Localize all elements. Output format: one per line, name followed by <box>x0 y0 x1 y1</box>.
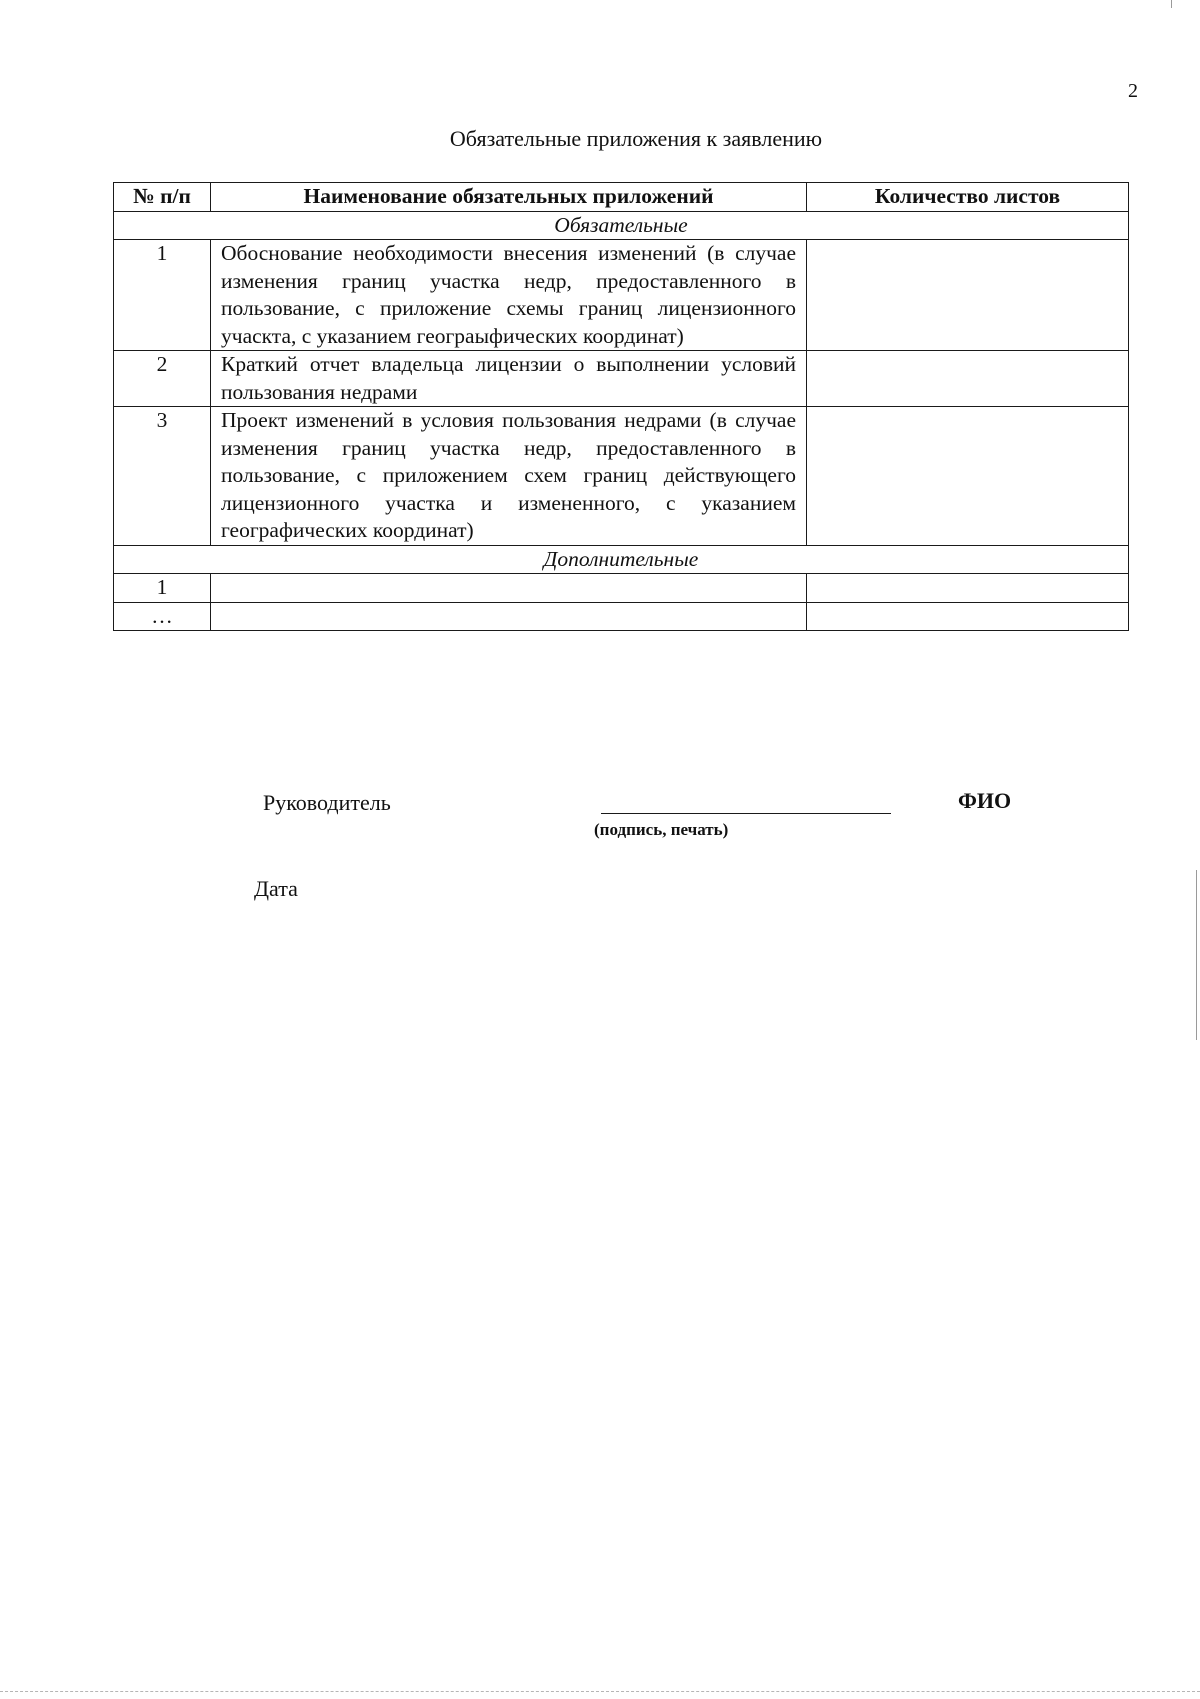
section-label-additional: Дополнительные <box>114 545 1129 574</box>
section-row-additional <box>114 545 1129 574</box>
row-attachment-name: Краткий отчет владельца лицензии о выполнении условий пользования недрами <box>211 351 807 407</box>
row-sheet-count <box>807 602 1129 631</box>
row-sheet-count <box>807 407 1129 546</box>
table-row <box>114 351 1129 407</box>
row-number: 1 <box>114 240 211 351</box>
date-label: Дата <box>254 876 298 901</box>
signatory-role: Руководитель <box>263 790 391 815</box>
page-number: 2 <box>1128 80 1138 102</box>
header-number: № п/п <box>114 183 211 212</box>
row-number: 1 <box>114 574 211 603</box>
scan-edge-mark <box>1196 870 1197 1040</box>
header-sheet-count: Количество листов <box>807 183 1129 212</box>
signatory-fio: ФИО <box>958 788 1012 813</box>
header-attachment-name: Наименование обязательных приложений <box>211 183 807 212</box>
table-header-row <box>114 183 1129 212</box>
row-sheet-count <box>807 240 1129 351</box>
document-title: Обязательные приложения к заявлению <box>449 126 823 151</box>
table-row <box>114 574 1129 603</box>
table-row <box>114 602 1129 631</box>
table-row <box>114 240 1129 351</box>
scan-edge-mark <box>1171 0 1172 8</box>
signature-caption: (подпись, печать) <box>594 820 729 839</box>
row-sheet-count <box>807 574 1129 603</box>
signature-block <box>0 790 1200 910</box>
section-label-mandatory: Обязательные <box>114 211 1129 240</box>
row-attachment-name <box>211 602 807 631</box>
table-row <box>114 407 1129 546</box>
attachments-table <box>113 182 1129 631</box>
row-attachment-name: Проект изменений в условия пользования недрами (в случае изменения границ участка недр, предоставленного в пользование, с приложением схем границ действующего лицензионного участка и измененного, с указанием географических координат) <box>211 407 807 546</box>
section-row-mandatory <box>114 211 1129 240</box>
row-number: … <box>114 602 211 631</box>
row-attachment-name: Обоснование необходимости внесения изменений (в случае изменения границ участка недр, предоставленного в пользование, с приложение схемы границ лицензионного учаскта, с указанием геограыфических координат) <box>211 240 807 351</box>
scan-edge-mark <box>0 1691 1200 1692</box>
row-sheet-count <box>807 351 1129 407</box>
row-attachment-name <box>211 574 807 603</box>
row-number: 3 <box>114 407 211 546</box>
signature-line <box>601 813 891 814</box>
row-number: 2 <box>114 351 211 407</box>
